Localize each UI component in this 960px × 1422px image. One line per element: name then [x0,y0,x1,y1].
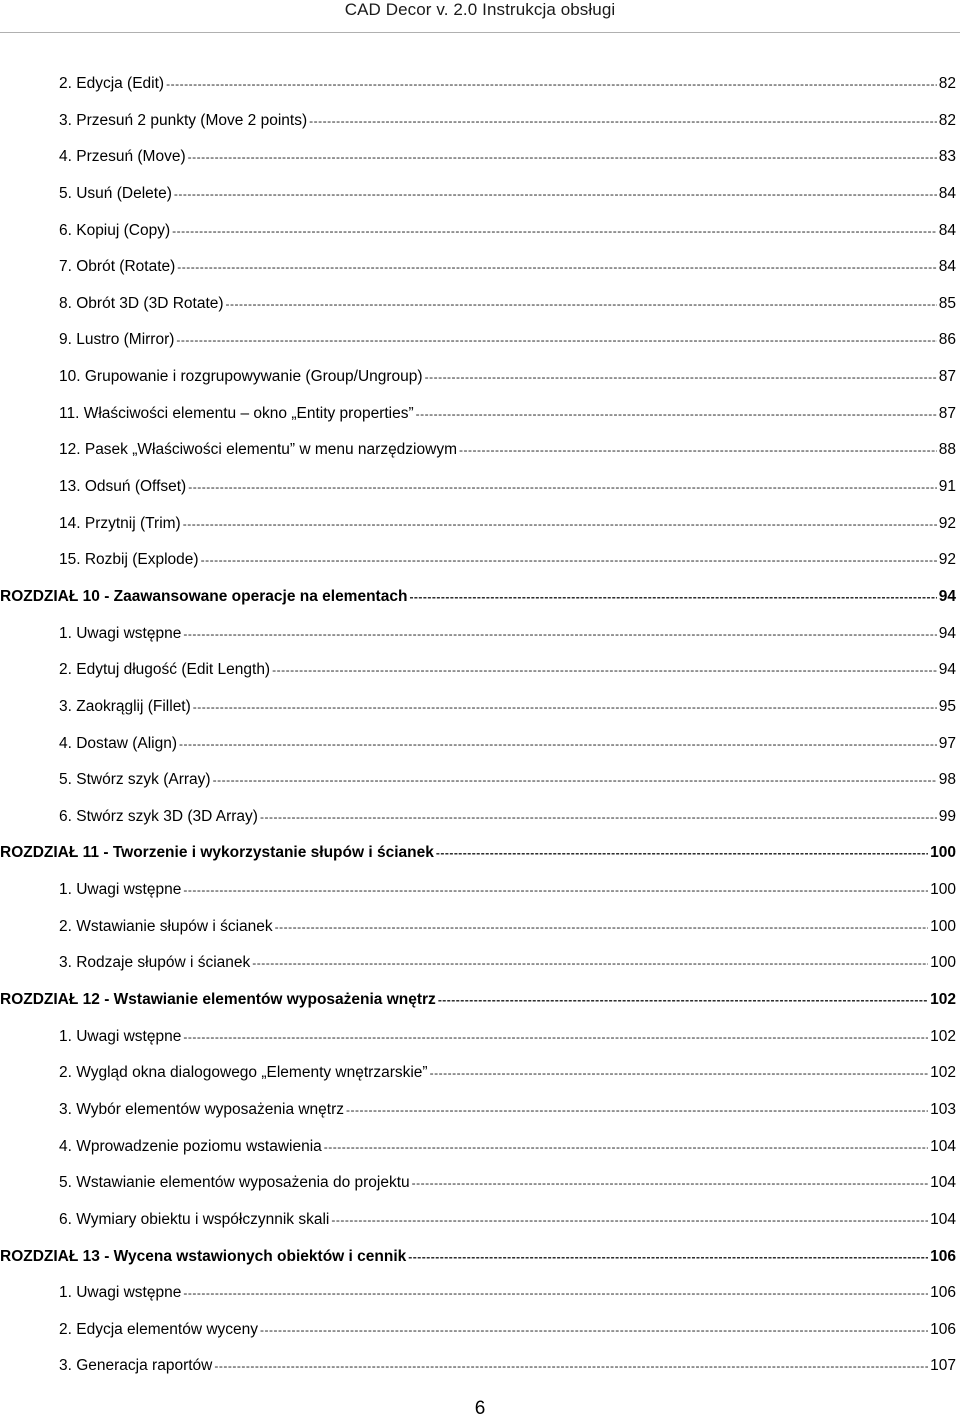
toc-dot-leader [183,506,937,542]
toc-section-entry[interactable] [0,799,960,836]
toc-section-entry[interactable] [0,1275,960,1312]
toc-entry-label: 5. Usuń (Delete) [59,184,172,202]
toc-entry-page: 91 [938,478,956,496]
toc-entry-label: 2. Edycja elementów wyceny [59,1320,259,1338]
toc-entry-label: 4. Dostaw (Align) [59,734,178,752]
toc-chapter-entry[interactable] [0,1239,960,1276]
toc-section-entry[interactable] [0,249,960,286]
toc-chapter-entry[interactable] [0,982,960,1019]
toc-entry-page: 104 [930,1137,956,1155]
toc-entry-page: 92 [938,514,956,532]
toc-section-entry[interactable] [0,945,960,982]
toc-entry-label: 13. Odsuń (Offset) [59,478,187,496]
toc-dot-leader [430,1055,929,1091]
toc-section-entry[interactable] [0,176,960,213]
toc-dot-leader [436,835,928,871]
toc-entry-label: 10. Grupowanie i rozgrupowywanie (Group/Ungroup) [59,368,423,386]
toc-entry-label: 11. Właściwości elementu – okno „Entity properties” [59,404,414,422]
toc-section-entry[interactable] [0,359,960,396]
toc-section-entry[interactable] [0,286,960,323]
toc-entry-label: 4. Przesuń (Move) [59,148,186,166]
toc-section-entry[interactable] [0,652,960,689]
toc-entry-label: 12. Pasek „Właściwości elementu” w menu narzędziowym [59,441,457,459]
toc-dot-leader [309,103,937,139]
toc-entry-page: 83 [938,148,956,166]
toc-section-entry[interactable] [0,66,960,103]
toc-entry-label: 2. Wygląd okna dialogowego „Elementy wnętrzarskie” [59,1064,428,1082]
toc-entry-label: 6. Wymiary obiektu i współczynnik skali [59,1210,330,1228]
toc-entry-page: 103 [930,1100,956,1118]
toc-entry-label: 4. Wprowadzenie poziomu wstawienia [59,1137,322,1155]
toc-dot-leader [183,1275,928,1311]
toc-dot-leader [416,396,937,432]
toc-entry-label: 8. Obrót 3D (3D Rotate) [59,294,224,312]
toc-entry-page: 86 [938,331,956,349]
toc-entry-label: 3. Wybór elementów wyposażenia wnętrz [59,1100,345,1118]
toc-entry-page: 94 [938,587,956,605]
toc-entry-label: 6. Kopiuj (Copy) [59,221,171,239]
toc-entry-page: 95 [938,697,956,715]
toc-entry-page: 99 [938,807,956,825]
toc-dot-leader [214,1348,928,1384]
toc-dot-leader [166,66,937,102]
toc-dot-leader [438,982,928,1018]
toc-section-entry[interactable] [0,139,960,176]
toc-section-entry[interactable] [0,1129,960,1166]
toc-section-entry[interactable] [0,762,960,799]
toc-entry-page: 100 [930,917,956,935]
toc-entry-page: 104 [930,1174,956,1192]
toc-entry-label: 2. Edytuj długość (Edit Length) [59,661,271,679]
toc-entry-page: 94 [938,624,956,642]
toc-section-entry[interactable] [0,1092,960,1129]
toc-entry-page: 87 [938,404,956,422]
toc-entry-page: 85 [938,294,956,312]
toc-entry-page: 102 [930,1064,956,1082]
toc-entry-page: 84 [938,258,956,276]
toc-section-entry[interactable] [0,396,960,433]
toc-entry-label: 2. Edycja (Edit) [59,75,165,92]
toc-section-entry[interactable] [0,689,960,726]
toc-section-entry[interactable] [0,506,960,543]
toc-section-entry[interactable] [0,542,960,579]
toc-dot-leader [346,1092,928,1128]
page-number: 6 [474,1398,486,1419]
toc-section-entry[interactable] [0,322,960,359]
toc-entry-page: 106 [930,1320,956,1338]
toc-section-entry[interactable] [0,1202,960,1239]
toc-dot-leader [425,359,937,395]
toc-entry-label: ROZDZIAŁ 12 - Wstawianie elementów wyposażenia wnętrz [0,991,436,1009]
toc-section-entry[interactable] [0,1019,960,1056]
toc-entry-label: 3. Generacja raportów [59,1357,213,1375]
toc-entry-label: ROZDZIAŁ 13 - Wycena wstawionych obiektów i cennik [0,1247,407,1265]
toc-entry-page: 106 [930,1247,956,1265]
toc-entry-page: 106 [930,1284,956,1302]
toc-chapter-entry[interactable] [0,835,960,872]
toc-entry-label: ROZDZIAŁ 10 - Zaawansowane operacje na elementach [0,587,408,605]
toc-section-entry[interactable] [0,213,960,250]
toc-dot-leader [260,799,937,835]
toc-dot-leader [331,1202,928,1238]
toc-entry-page: 92 [938,551,956,569]
toc-dot-leader [201,542,937,578]
toc-entry-label: 2. Wstawianie słupów i ścianek [59,917,273,935]
toc-entry-page: 88 [938,441,956,459]
toc-dot-leader [252,945,928,981]
toc-dot-leader [179,726,937,762]
toc-entry-label: 14. Przytnij (Trim) [59,514,181,532]
toc-entry-label: 1. Uwagi wstępne [59,881,182,899]
toc-entry-page: 107 [930,1357,956,1375]
toc-section-entry[interactable] [0,1055,960,1092]
toc-entry-page: 102 [930,1027,956,1045]
toc-section-entry[interactable] [0,1348,960,1385]
toc-dot-leader [324,1129,928,1165]
header-title: CAD Decor v. 2.0 Instrukcja obsługi [344,0,616,19]
toc-entry-page: 94 [938,661,956,679]
toc-dot-leader [226,286,937,322]
toc-entry-label: 1. Uwagi wstępne [59,1284,182,1302]
toc-dot-leader [408,1239,928,1275]
toc-entry-label: 1. Uwagi wstępne [59,1027,182,1045]
table-of-contents [0,66,960,1385]
toc-entry-label: 3. Rodzaje słupów i ścianek [59,954,251,972]
toc-entry-label: 3. Zaokrąglij (Fillet) [59,697,191,715]
toc-section-entry[interactable] [0,432,960,469]
toc-entry-label: 6. Stwórz szyk 3D (3D Array) [59,807,258,825]
toc-section-entry[interactable] [0,1165,960,1202]
toc-dot-leader [409,579,936,615]
toc-section-entry[interactable] [0,469,960,506]
toc-dot-leader [272,652,937,688]
toc-entry-label: 7. Obrót (Rotate) [59,258,176,276]
toc-dot-leader [188,139,937,175]
toc-entry-page: 102 [930,991,956,1009]
toc-entry-page: 84 [938,184,956,202]
toc-section-entry[interactable] [0,103,960,140]
toc-dot-leader [193,689,937,725]
toc-section-entry[interactable] [0,726,960,763]
toc-section-entry[interactable] [0,909,960,946]
toc-entry-page: 98 [938,771,956,789]
toc-dot-leader [213,762,937,798]
toc-entry-label: ROZDZIAŁ 11 - Tworzenie i wykorzystanie słupów i ścianek [0,844,434,862]
toc-dot-leader [275,909,928,945]
toc-dot-leader [174,176,937,212]
toc-entry-label: 3. Przesuń 2 punkty (Move 2 points) [59,111,308,129]
toc-entry-page: 82 [938,111,956,129]
toc-dot-leader [177,249,936,285]
toc-entry-label: 1. Uwagi wstępne [59,624,182,642]
toc-dot-leader [176,322,936,358]
toc-entry-page: 100 [930,954,956,972]
toc-entry-label: 5. Wstawianie elementów wyposażenia do projektu [59,1174,410,1192]
toc-dot-leader [459,432,937,468]
toc-entry-page: 97 [938,734,956,752]
toc-dot-leader [183,616,936,652]
toc-entry-page: 100 [930,844,956,862]
toc-entry-label: 9. Lustro (Mirror) [59,331,175,349]
toc-section-entry[interactable] [0,872,960,909]
toc-dot-leader [183,872,928,908]
toc-dot-leader [172,213,937,249]
toc-entry-page: 100 [930,881,956,899]
toc-entry-page: 84 [938,221,956,239]
toc-entry-page: 104 [930,1210,956,1228]
header-divider [0,32,960,33]
toc-entry-page: 87 [938,368,956,386]
toc-entry-label: 5. Stwórz szyk (Array) [59,771,211,789]
toc-dot-leader [183,1019,928,1055]
toc-dot-leader [412,1165,928,1201]
toc-section-entry[interactable] [0,1312,960,1349]
running-header [0,0,960,26]
toc-chapter-entry[interactable] [0,579,960,616]
toc-entry-label: 15. Rozbij (Explode) [59,551,199,569]
toc-section-entry[interactable] [0,616,960,653]
toc-dot-leader [260,1312,928,1348]
toc-entry-page: 82 [938,75,956,92]
toc-dot-leader [188,469,937,505]
